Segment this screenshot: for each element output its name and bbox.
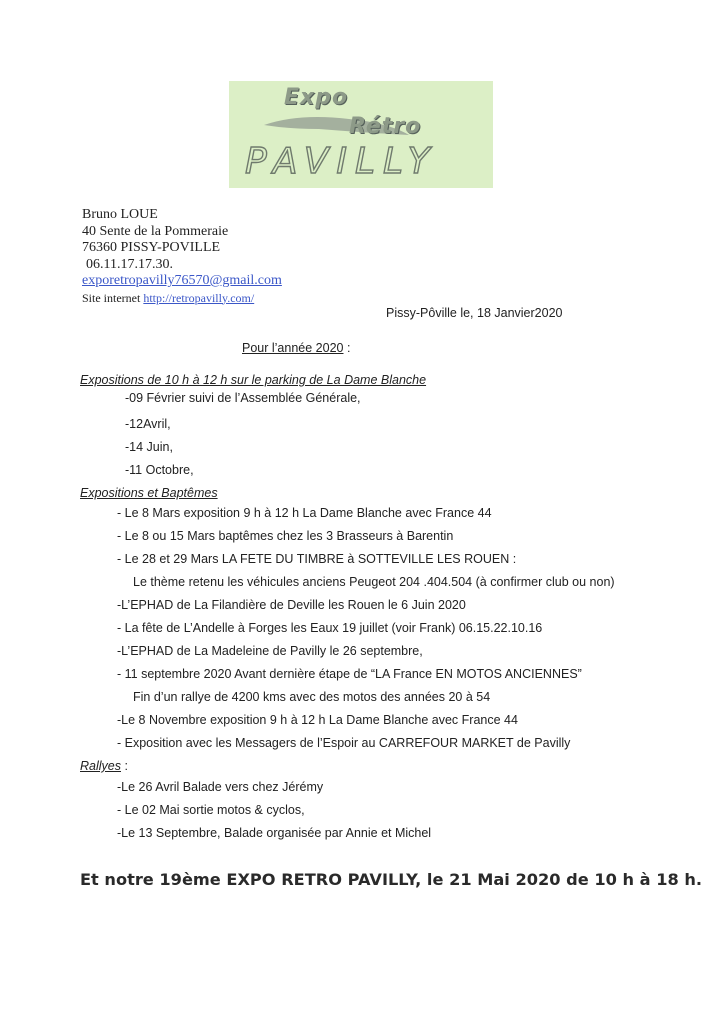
section-title-baptemes: Expositions et Baptêmes: [80, 486, 218, 500]
list-item: -Le 13 Septembre, Balade organisée par Annie et Michel: [117, 826, 432, 840]
rallyes-title-suffix: :: [121, 759, 128, 773]
list-item: -L’EPHAD de La Filandière de Deville les Rouen le 6 Juin 2020: [117, 598, 466, 612]
date-line: Pissy-Pôville le, 18 Janvier2020: [386, 306, 563, 320]
section-title-expositions: Expositions de 10 h à 12 h sur le parking de La Dame Blanche: [80, 373, 427, 387]
sender-email-link[interactable]: exporetropavilly76570@gmail.com: [82, 273, 282, 288]
year-heading-text: Pour l’année 2020: [242, 341, 344, 355]
list-item: - Le 02 Mai sortie motos & cyclos,: [117, 803, 305, 817]
list-item: -Le 26 Avril Balade vers chez Jérémy: [117, 780, 324, 794]
sender-city: 76360 PISSY-POVILLE: [82, 240, 221, 255]
list-item: -L’EPHAD de La Madeleine de Pavilly le 26 septembre,: [117, 644, 423, 658]
final-announcement: Et notre 19ème EXPO RETRO PAVILLY, le 21 Mai 2020 de 10 h à 18 h.: [80, 870, 703, 889]
year-heading: [242, 341, 350, 355]
expo-retro-logo: [229, 81, 493, 188]
logo-line-retro: Rétro: [349, 114, 422, 139]
site-link[interactable]: http://retropavilly.com/: [143, 290, 255, 305]
list-item: - Le 8 Mars exposition 9 h à 12 h La Dame Blanche avec France 44: [117, 506, 492, 520]
site-label: Site internet: [82, 290, 141, 305]
logo-line-expo: Expo: [284, 85, 349, 110]
list-item: -Le 8 Novembre exposition 9 h à 12 h La Dame Blanche avec France 44: [117, 713, 518, 727]
list-item: - 11 septembre 2020 Avant dernière étape de “LA France EN MOTOS ANCIENNES”: [117, 667, 582, 681]
section-title-rallyes: [80, 759, 128, 773]
list-item: - Le 28 et 29 Mars LA FETE DU TIMBRE à SOTTEVILLE LES ROUEN :: [117, 552, 517, 566]
sender-address: [82, 207, 282, 306]
list-item: Fin d’un rallye de 4200 kms avec des motos des années 20 à 54: [133, 690, 491, 704]
logo-line-pavilly: PAVILLY: [245, 141, 438, 182]
list-item: - La fête de L’Andelle à Forges les Eaux 19 juillet (voir Frank) 06.15.22.10.16: [117, 621, 543, 635]
list-item: - Exposition avec les Messagers de l’Espoir au CARREFOUR MARKET de Pavilly: [117, 736, 571, 750]
sender-street: 40 Sente de la Pommeraie: [82, 223, 229, 239]
list-item: -14 Juin,: [125, 440, 173, 454]
sender-phone: 06.11.17.17.30.: [86, 256, 173, 272]
rallyes-title-text: Rallyes: [80, 759, 121, 773]
list-item: -11 Octobre,: [125, 463, 194, 477]
list-item: Le thème retenu les véhicules anciens Peugeot 204 .404.504 (à confirmer club ou non): [133, 575, 615, 589]
list-item: - Le 8 ou 15 Mars baptêmes chez les 3 Brasseurs à Barentin: [117, 529, 454, 543]
sender-name: Bruno LOUE: [82, 207, 158, 222]
list-item: -12Avril,: [125, 417, 171, 431]
year-heading-suffix: :: [343, 341, 351, 355]
list-item: -09 Février suivi de l’Assemblée Générale,: [125, 391, 361, 405]
